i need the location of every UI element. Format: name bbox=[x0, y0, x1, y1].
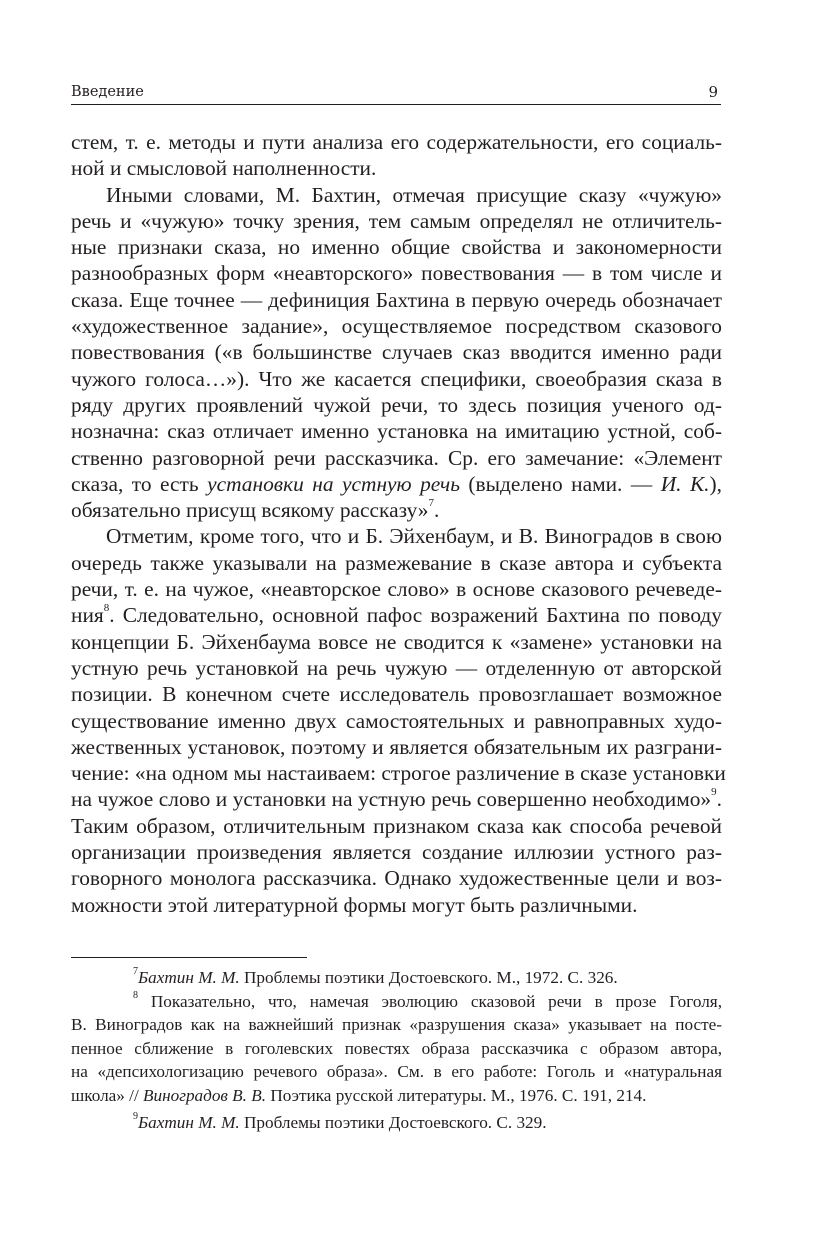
text-line: сказа, то есть установки на устную речь (выделено нами. — И. К.), bbox=[71, 471, 722, 496]
text-line: чужого голоса…»). Что же касается специфики, своеобразия сказа в bbox=[71, 366, 722, 391]
text-line: стем, т. е. методы и пути анализа его содержательности, его социаль- bbox=[71, 130, 722, 154]
text-line: позиции. В конечном счете исследователь провозглашает возможное bbox=[71, 682, 722, 707]
text-line: ственно разговорной речи рассказчика. Ср. его замечание: «Элемент bbox=[71, 445, 722, 470]
footnote-number: 7 bbox=[133, 966, 138, 978]
text-line: ные признаки сказа, но именно общие свойства и закономерности bbox=[71, 235, 722, 260]
text-line: устную речь установкой на речь чужую — отделенную от авторской bbox=[71, 655, 722, 680]
text-line: говорного монолога рассказчика. Однако художественные цели и воз- bbox=[71, 866, 722, 891]
text-line: существование именно двух самостоятельных и равноправных худо- bbox=[71, 708, 722, 733]
footnote-7: $^7$Бахтин М. М. Проблемы поэтики Достоевского. М., 1972. С. 326. bbox=[133, 966, 618, 987]
page-number: 9 bbox=[708, 83, 718, 101]
header-rule bbox=[71, 104, 721, 105]
text-line: можности этой литературной формы могут быть различными. bbox=[71, 892, 638, 917]
text-line: организации произведения является создание иллюзии устного раз- bbox=[71, 840, 722, 865]
footnote-8: $^8$ Показательно, что, намечая эволюцию сказовой речи в прозе Гоголя, В. Виноградов как на важнейший признак «разрушения сказа» указывает на посте- пенное сближение в гоголевских повестях образа рассказчика с образом автора, на «депсихологизацию речевого образа». См. в его работе: Гоголь и «натуральная школа» // Виноградов В. В. Поэтика русской литературы. М., 1976. С. 191, 214. bbox=[71, 990, 722, 1108]
footnote-separator bbox=[71, 957, 307, 958]
footnotes bbox=[71, 966, 722, 1134]
footnote-ref[interactable]: 9 bbox=[711, 786, 717, 799]
paragraph bbox=[71, 129, 722, 182]
footnote-number: 8 bbox=[133, 989, 138, 1001]
text-line: очередь также указывали на размежевание в сказе автора и субъекта bbox=[71, 550, 722, 575]
text-line: ряду других проявлений чужой речи, то здесь позиция ученого од- bbox=[71, 392, 722, 417]
text-line: нозначна: сказ отличает именно установка на имитацию устной, соб- bbox=[71, 419, 722, 444]
text-line: речи, т. е. на чужое, «неавторское слово» в основе сказового речеведе- bbox=[71, 577, 722, 602]
footnote-line: В. Виноградов как на важнейший признак «разрушения сказа» указывает на посте- bbox=[71, 1015, 722, 1035]
paragraph bbox=[71, 523, 726, 917]
footnote-9: $^9$Бахтин М. М. Проблемы поэтики Достоевского. С. 329. bbox=[133, 1110, 547, 1132]
text-line: ния$^8$. Следовательно, основной пафос возражений Бахтина по поводу bbox=[71, 602, 722, 628]
footnote-ref[interactable]: 8 bbox=[103, 602, 110, 615]
running-header bbox=[71, 80, 721, 104]
text-line: разнообразных форм «неавторского» повествования — в том числе и bbox=[71, 261, 722, 286]
section-title: Введение bbox=[71, 84, 144, 100]
paragraph bbox=[71, 182, 722, 524]
text-line: обязательно присущ всякому рассказу»$^7$. bbox=[71, 497, 440, 523]
footnote-line: школа» // Виноградов В. В. Поэтика русской литературы. М., 1976. С. 191, 214. bbox=[71, 1085, 647, 1105]
footnote-ref[interactable]: 7 bbox=[428, 497, 434, 510]
body-text bbox=[71, 129, 726, 918]
emphasis: установки на устную речь bbox=[207, 471, 460, 496]
footnote-author: Бахтин М. М. bbox=[138, 968, 240, 987]
footnote-author: Бахтин М. М. bbox=[138, 1112, 240, 1132]
text-line: чение: «на одном мы настаиваем: строгое различение в сказе установки bbox=[71, 761, 726, 786]
author-initials: И. К. bbox=[660, 471, 710, 496]
text-line: ной и смысловой наполненности. bbox=[71, 156, 377, 181]
text-line: сказа. Еще точнее — дефиниция Бахтина в первую очередь обозначает bbox=[71, 287, 722, 312]
text-line: на чужое слово и установки на устную речь совершенно необходимо»$^9$. bbox=[71, 786, 722, 812]
text-line: Иными словами, М. Бахтин, отмечая присущие сказу «чужую» bbox=[106, 182, 722, 207]
footnote-line: пенное сближение в гоголевских повестях образа рассказчика с образом автора, bbox=[71, 1038, 722, 1058]
footnote-author: Виноградов В. В. bbox=[143, 1085, 267, 1105]
footnote-number: 9 bbox=[133, 1110, 138, 1122]
text-line: жественных установок, поэтому и является обязательным их разграни- bbox=[71, 734, 722, 759]
text-line: Отметим, кроме того, что и Б. Эйхенбаум, и В. Виноградов в свою bbox=[106, 524, 722, 549]
text-line: Таким образом, отличительным признаком сказа как способа речевой bbox=[71, 813, 722, 838]
text-line: «художественное задание», осуществляемое посредством сказового bbox=[71, 314, 722, 339]
text-line: концепции Б. Эйхенбаума вовсе не сводится к «замене» установки на bbox=[71, 629, 722, 654]
text-line: повествования («в большинстве случаев сказ вводится именно ради bbox=[71, 340, 722, 365]
text-line: речь и «чужую» точку зрения, тем самым определял не отличитель- bbox=[71, 208, 722, 233]
footnote-line: на «депсихологизацию речевого образа». См. в его работе: Гоголь и «натуральная bbox=[71, 1062, 722, 1082]
